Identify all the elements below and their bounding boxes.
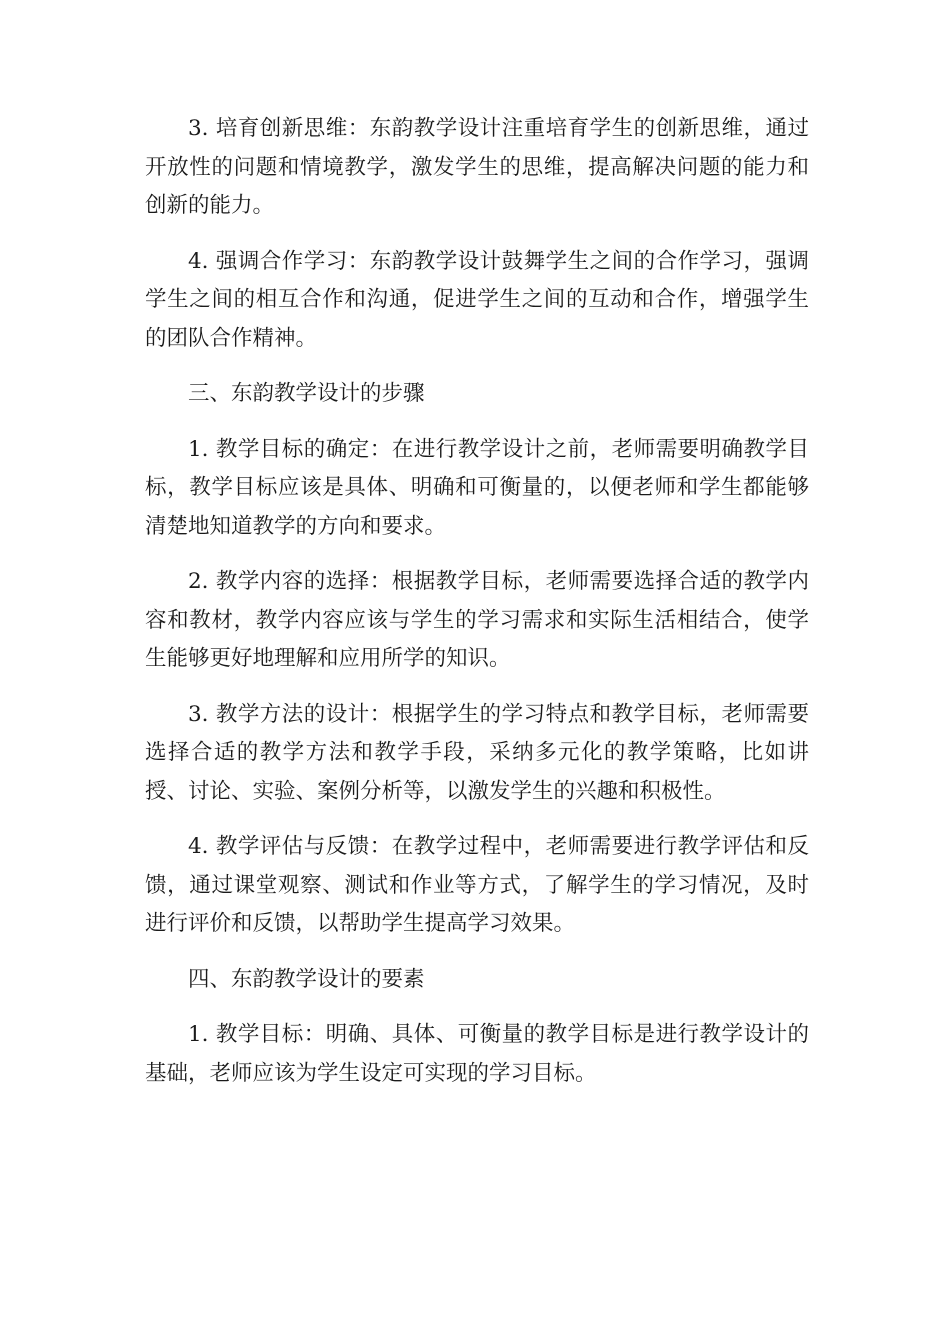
paragraph-step-method-design: 3. 教学方法的设计：根据学生的学习特点和教学目标，老师需要选择合适的教学方法和教学手段，采纳多元化的教学策略，比如讲授、讨论、实验、案例分析等，以激发学生的兴趣和积极性。 [145, 701, 809, 804]
paragraph-emphasize-cooperative-learning: 4. 强调合作学习：东韵教学设计鼓舞学生之间的合作学习，强调学生之间的相互合作和沟通，促进学生之间的互动和合作，增强学生的团队合作精神。 [145, 248, 809, 351]
paragraph-step-content-selection: 2. 教学内容的选择：根据教学目标，老师需要选择合适的教学内容和教材，教学内容应该与学生的学习需求和实际生活相结合，使学生能够更好地理解和应用所学的知识。 [145, 569, 809, 671]
paragraph-element-teaching-goals: 1. 教学目标：明确、具体、可衡量的教学目标是进行教学设计的基础，老师应该为学生设定可实现的学习目标。 [145, 1022, 809, 1086]
section-heading-elements: 四、东韵教学设计的要素 [188, 966, 425, 992]
section-heading-steps: 三、东韵教学设计的步骤 [188, 381, 425, 406]
document-body [145, 110, 809, 1110]
paragraph-cultivate-innovative-thinking: 3. 培育创新思维：东韵教学设计注重培育学生的创新思维，通过开放性的问题和情境教学，激发学生的思维，提高解决问题的能力和创新的能力。 [145, 116, 809, 218]
paragraph-step-goal-setting: 1. 教学目标的确定：在进行教学设计之前，老师需要明确教学目标，教学目标应该是具体、明确和可衡量的，以便老师和学生都能够清楚地知道教学的方向和要求。 [145, 436, 809, 539]
paragraph-step-evaluation-feedback: 4. 教学评估与反馈：在教学过程中，老师需要进行教学评估和反馈，通过课堂观察、测试和作业等方式，了解学生的学习情况，及时进行评价和反馈，以帮助学生提高学习效果。 [145, 834, 809, 936]
